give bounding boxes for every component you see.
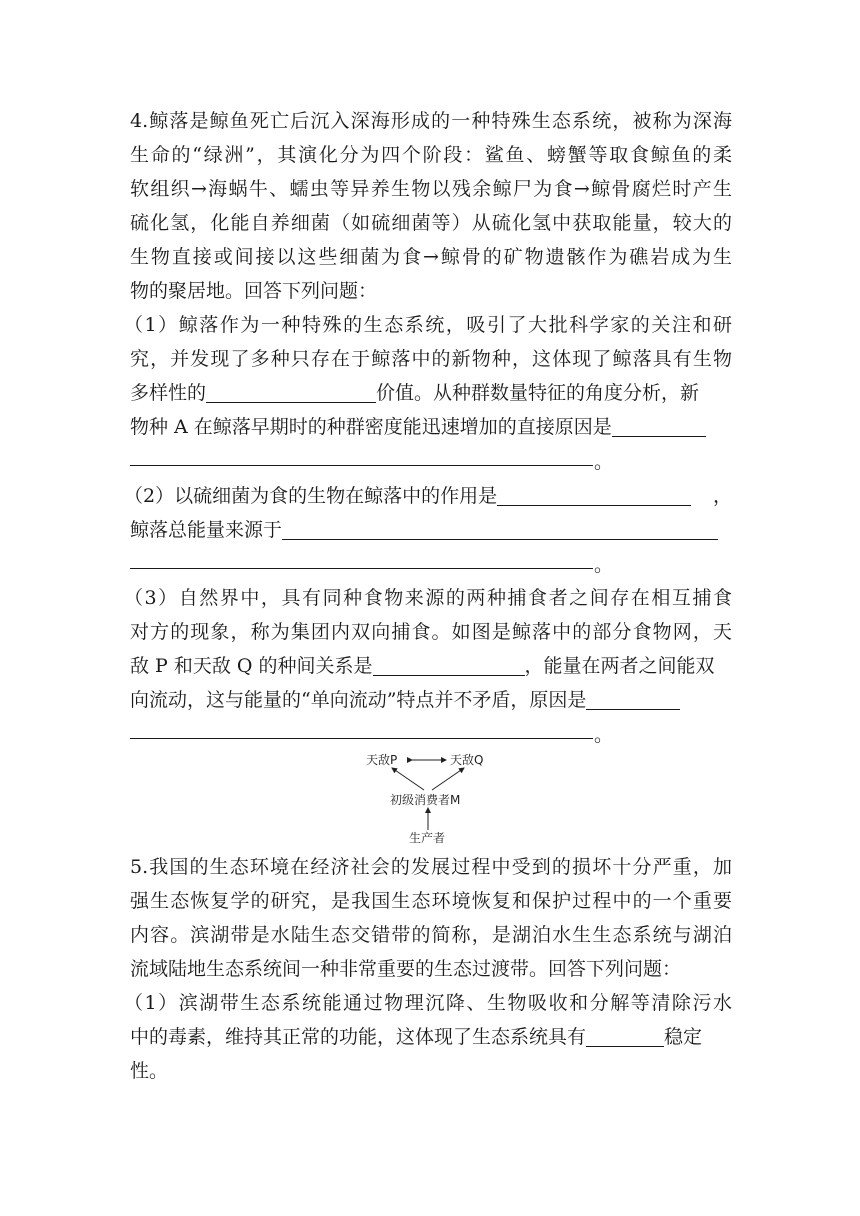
q4-part3-text: 敌 P 和天敌 Q 的种间关系是 (130, 655, 373, 677)
q4-part3-text: ，能量在两者之间能双 (524, 655, 715, 677)
q4-part2-line (124, 482, 732, 510)
node-enemy-p: 天敌P (366, 753, 398, 767)
q4-part3-line (130, 652, 732, 680)
q5-stem-line: 5.我国的生态环境在经济社会的发展过程中受到的损坏十分严重，加 (130, 856, 732, 878)
answer-blank[interactable] (586, 1026, 664, 1047)
q4-part1-line: （1）鲸落作为一种特殊的生态系统，吸引了大批科学家的关注和研 (124, 314, 732, 336)
q4-part1-text: 物种 A 在鲸落早期时的种群密度能迅速增加的直接原因是 (130, 416, 612, 438)
q4-part1-line (130, 413, 732, 441)
answer-blank[interactable] (373, 655, 525, 676)
q4-stem-line: 生物直接或间接以这些细菌为食→鲸骨的矿物遗骸作为礁岩成为生 (130, 246, 732, 268)
q4-part1-text: 多样性的 (130, 382, 207, 404)
answer-blank[interactable] (282, 519, 718, 540)
answer-blank[interactable] (497, 485, 691, 506)
q5-part1-line: （1）滨湖带生态系统能通过物理沉降、生物吸收和分解等清除污水 (124, 992, 732, 1014)
q4-part1-period: 。 (594, 451, 614, 473)
q4-part1-text: 价值。从种群数量特征的角度分析，新 (376, 382, 700, 404)
node-enemy-q: 天敌Q (450, 753, 484, 767)
answer-blank[interactable] (612, 416, 706, 437)
q4-part3-line (130, 686, 732, 714)
q4-part1-line (130, 379, 732, 407)
q4-part3-period: 。 (594, 724, 614, 746)
m-to-q-arrow (432, 768, 464, 790)
m-to-p-arrow (392, 768, 424, 790)
q4-part3-line: 对方的现象，称为集团内双向捕食。如图是鲸落中的部分食物网，天 (130, 621, 732, 643)
q4-stem-line: 硫化氢，化能自养细菌（如硫细菌等）从硫化氢中获取能量，较大的 (130, 212, 732, 234)
q5-stem-line: 内容。滨湖带是水陆生态交错带的简称，是湖泊水生生态系统与湖泊 (130, 924, 732, 946)
q5-part1-line: 性。 (130, 1060, 169, 1082)
q4-part3-text: 向流动，这与能量的“单向流动”特点并不矛盾，原因是 (130, 689, 587, 711)
node-primary-consumer: 初级消费者M (390, 793, 461, 807)
food-web-diagram (362, 748, 512, 846)
q5-stem-line: 强生态恢复学的研究，是我国生态环境恢复和保护过程中的一个重要 (130, 890, 732, 912)
q4-part2-comma: ， (712, 485, 732, 507)
q4-stem-line: 物的聚居地。回答下列问题： (130, 280, 378, 302)
answer-blank[interactable] (130, 738, 593, 739)
q4-part1-line: 究，并发现了多种只存在于鲸落中的新物种，这体现了鲸落具有生物 (130, 348, 732, 370)
answer-blank[interactable] (130, 568, 593, 569)
q5-part1-line (130, 1023, 732, 1051)
q4-stem-line: 软组织→海蜗牛、蠕虫等异养生物以残余鲸尸为食→鲸骨腐烂时产生 (130, 178, 732, 200)
q4-part2-period: 。 (594, 554, 614, 576)
q4-stem-line: 生命的“绿洲”，其演化分为四个阶段：鲨鱼、螃蟹等取食鲸鱼的柔 (130, 144, 732, 166)
q4-part2-text: （2）以硫细菌为食的生物在鲸落中的作用是 (124, 485, 498, 507)
q5-part1-text: 稳定 (664, 1026, 703, 1048)
answer-blank[interactable] (130, 465, 593, 466)
q4-part2-text: 鲸落总能量来源于 (130, 519, 283, 541)
q4-part3-line: （3）自然界中，具有同种食物来源的两种捕食者之间存在相互捕食 (124, 587, 732, 609)
q5-part1-text: 中的毒素，维持其正常的功能，这体现了生态系统具有 (130, 1026, 587, 1048)
q4-part2-line (130, 516, 732, 544)
answer-blank[interactable] (586, 689, 680, 710)
q5-stem-line: 流域陆地生态系统间一种非常重要的生态过渡带。回答下列问题： (130, 958, 682, 980)
q4-stem-line: 4.鲸落是鲸鱼死亡后沉入深海形成的一种特殊生态系统，被称为深海 (130, 110, 732, 132)
answer-blank[interactable] (206, 382, 376, 403)
node-producer: 生产者 (409, 831, 446, 845)
